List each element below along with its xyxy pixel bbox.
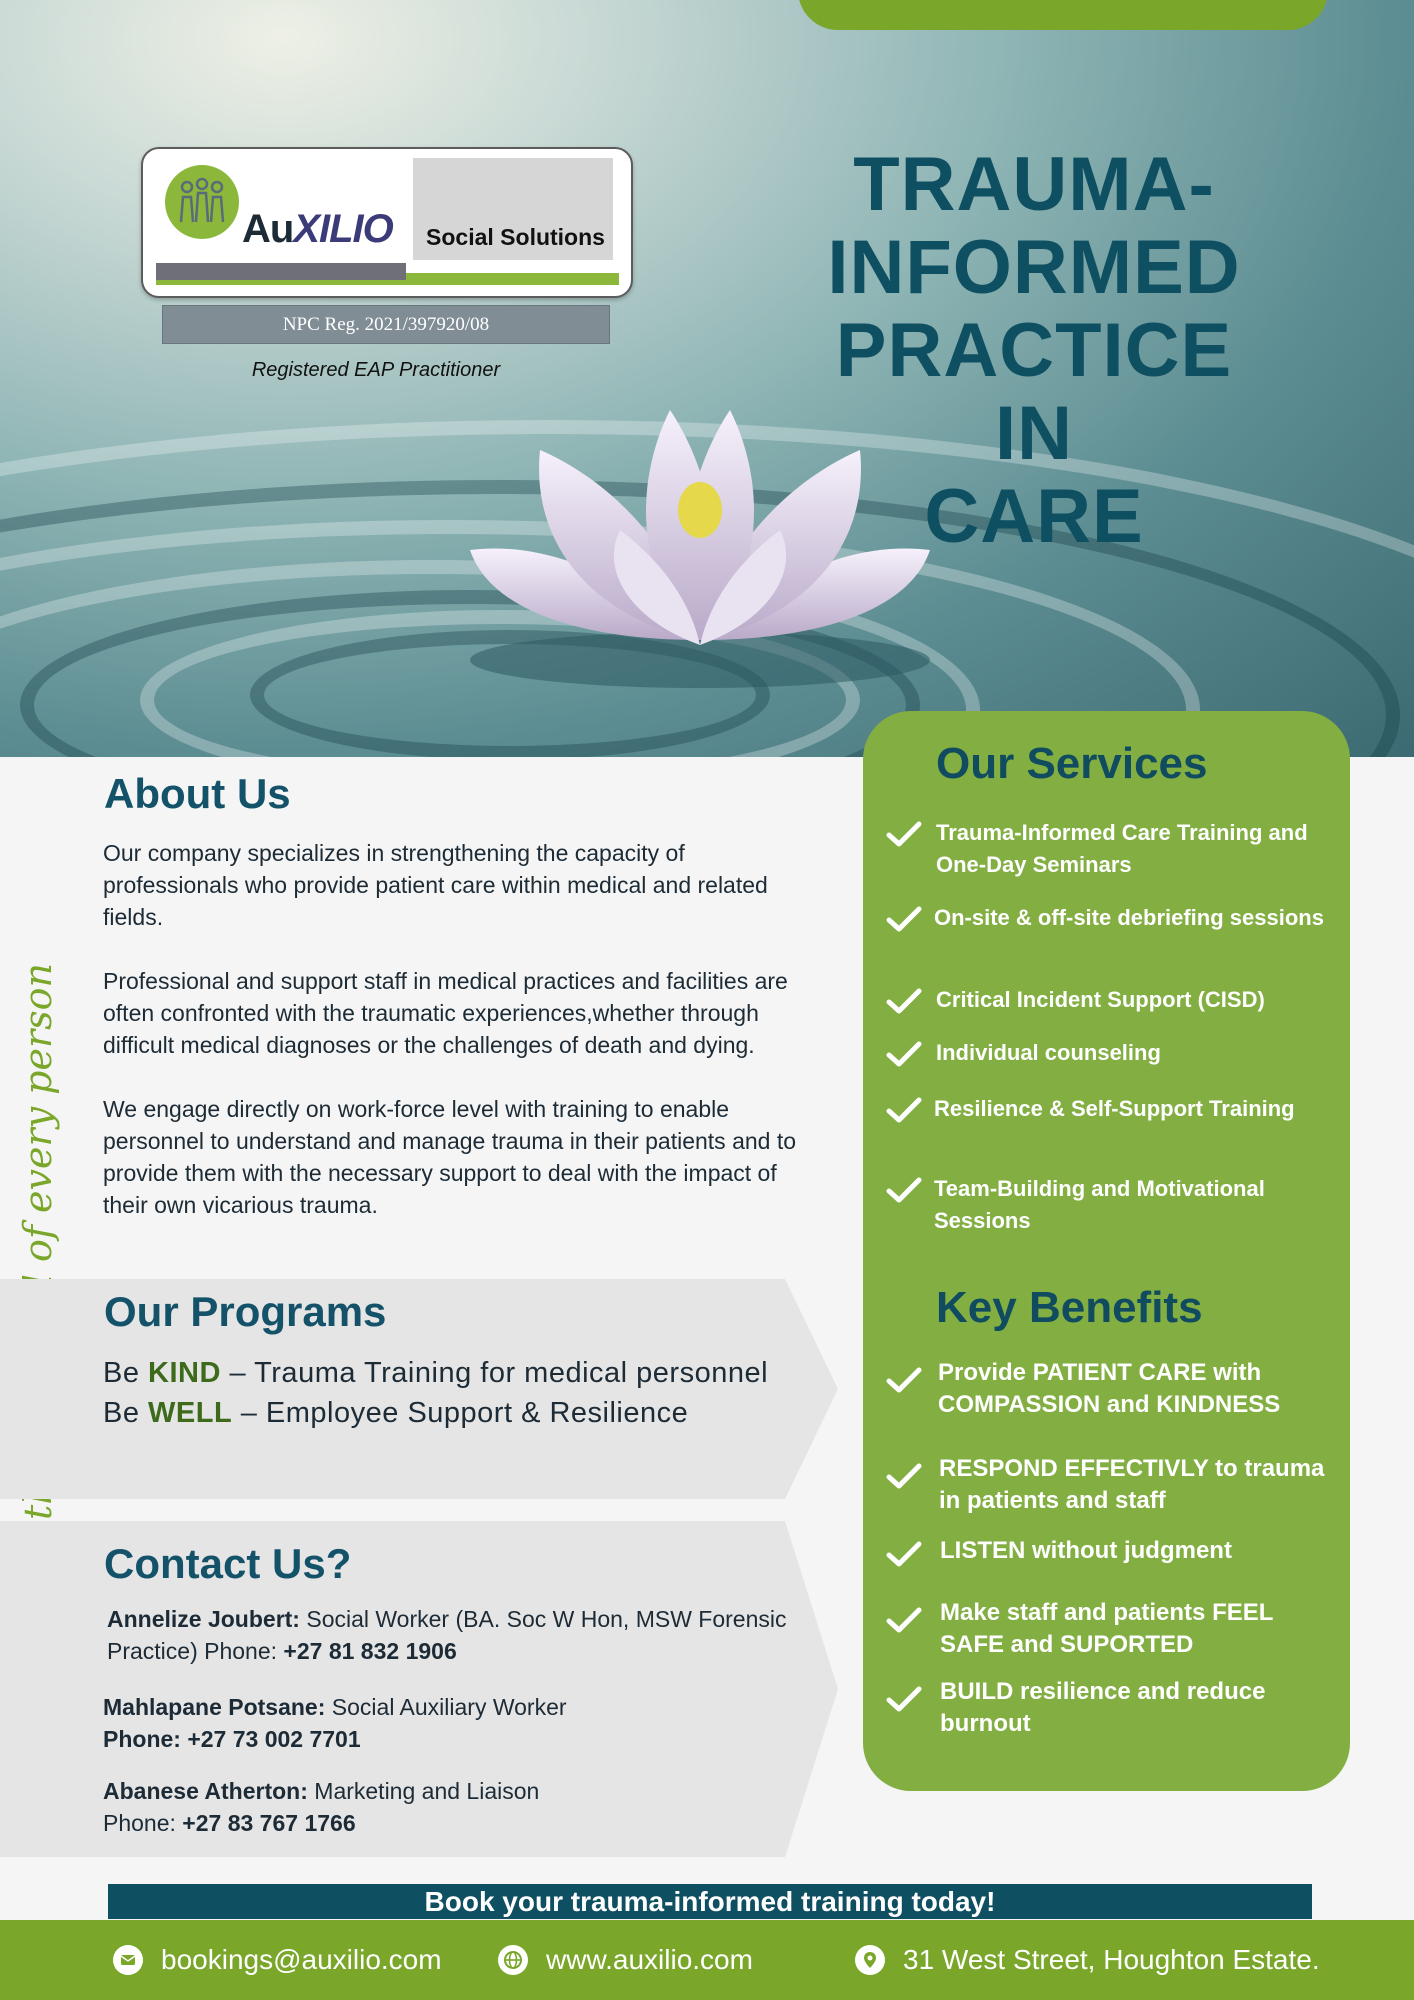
- check-icon: [886, 819, 922, 849]
- check-icon: [886, 1095, 922, 1125]
- phone-link[interactable]: +27 81 832 1906: [283, 1638, 457, 1664]
- address-text: 31 West Street, Houghton Estate.: [903, 1944, 1320, 1975]
- check-icon: [886, 1365, 922, 1395]
- program-item-kind: Be KIND – Trauma Training for medical personnel: [103, 1357, 769, 1389]
- globe-icon: [498, 1945, 528, 1975]
- about-text: [103, 837, 823, 1253]
- contact-heading: Contact Us?: [104, 1540, 352, 1587]
- eap-practitioner-label: Registered EAP Practitioner: [251, 359, 501, 381]
- logo-wordmark: AuXILIO: [242, 207, 393, 251]
- benefits-heading: Key Benefits: [936, 1283, 1203, 1332]
- check-icon: [886, 986, 922, 1016]
- about-paragraph: Our company specializes in strengthening the capacity of professionals who provide patient care within medical and related fields.: [103, 840, 768, 930]
- check-icon: [886, 1605, 922, 1635]
- booking-cta-banner[interactable]: Book your trauma-informed training today!: [108, 1884, 1312, 1919]
- contact-person-annelize: Annelize Joubert: Social Worker (BA. Soc W Hon, MSW Forensic Practice) Phone: +27 81 832 1906: [107, 1606, 787, 1664]
- location-pin-icon: [855, 1945, 885, 1975]
- contact-person-mahlapane: Mahlapane Potsane: Social Auxiliary Worker Phone: +27 73 002 7701: [103, 1694, 567, 1752]
- about-heading: About Us: [104, 770, 291, 817]
- footer-website[interactable]: [498, 1940, 753, 1980]
- company-logo: [141, 147, 633, 298]
- logo-people-icon: [165, 165, 239, 239]
- contact-person-abanese: Abanese Atherton: Marketing and Liaison Phone: +27 83 767 1766: [103, 1778, 540, 1836]
- top-green-tab: [798, 0, 1328, 30]
- email-link[interactable]: bookings@auxilio.com: [161, 1944, 442, 1975]
- footer-address: [855, 1940, 1320, 1980]
- logo-social-solutions: Social Solutions: [426, 224, 605, 250]
- logo-grey-bar: [156, 263, 406, 280]
- check-icon: [886, 1175, 922, 1205]
- check-icon: [886, 1539, 922, 1569]
- about-paragraph: Professional and support staff in medical practices and facilities are often confronted with the traumatic experiences,whether through difficult medical diagnoses or the challenges of death and dying.: [103, 968, 788, 1058]
- check-icon: [886, 1461, 922, 1491]
- program-item-well: Be WELL – Employee Support & Resilience: [103, 1397, 689, 1429]
- footer-email[interactable]: [113, 1940, 442, 1980]
- check-icon: [886, 1039, 922, 1069]
- envelope-icon: [113, 1945, 143, 1975]
- check-icon: [886, 904, 922, 934]
- phone-link[interactable]: +27 83 767 1766: [182, 1810, 356, 1836]
- page-title: TRAUMA- INFORMED PRACTICE IN CARE: [827, 142, 1241, 559]
- check-icon: [886, 1684, 922, 1714]
- website-link[interactable]: www.auxilio.com: [546, 1944, 753, 1975]
- npc-registration: NPC Reg. 2021/397920/08: [162, 305, 610, 344]
- about-paragraph: We engage directly on work-force level with training to enable personnel to understand and manage trauma in their patients and to provide them with the necessary support to deal with the impact of their own vicarious trauma.: [103, 1096, 797, 1218]
- phone-link[interactable]: Phone: +27 73 002 7701: [103, 1726, 361, 1752]
- services-heading: Our Services: [936, 739, 1208, 788]
- programs-heading: Our Programs: [104, 1288, 387, 1335]
